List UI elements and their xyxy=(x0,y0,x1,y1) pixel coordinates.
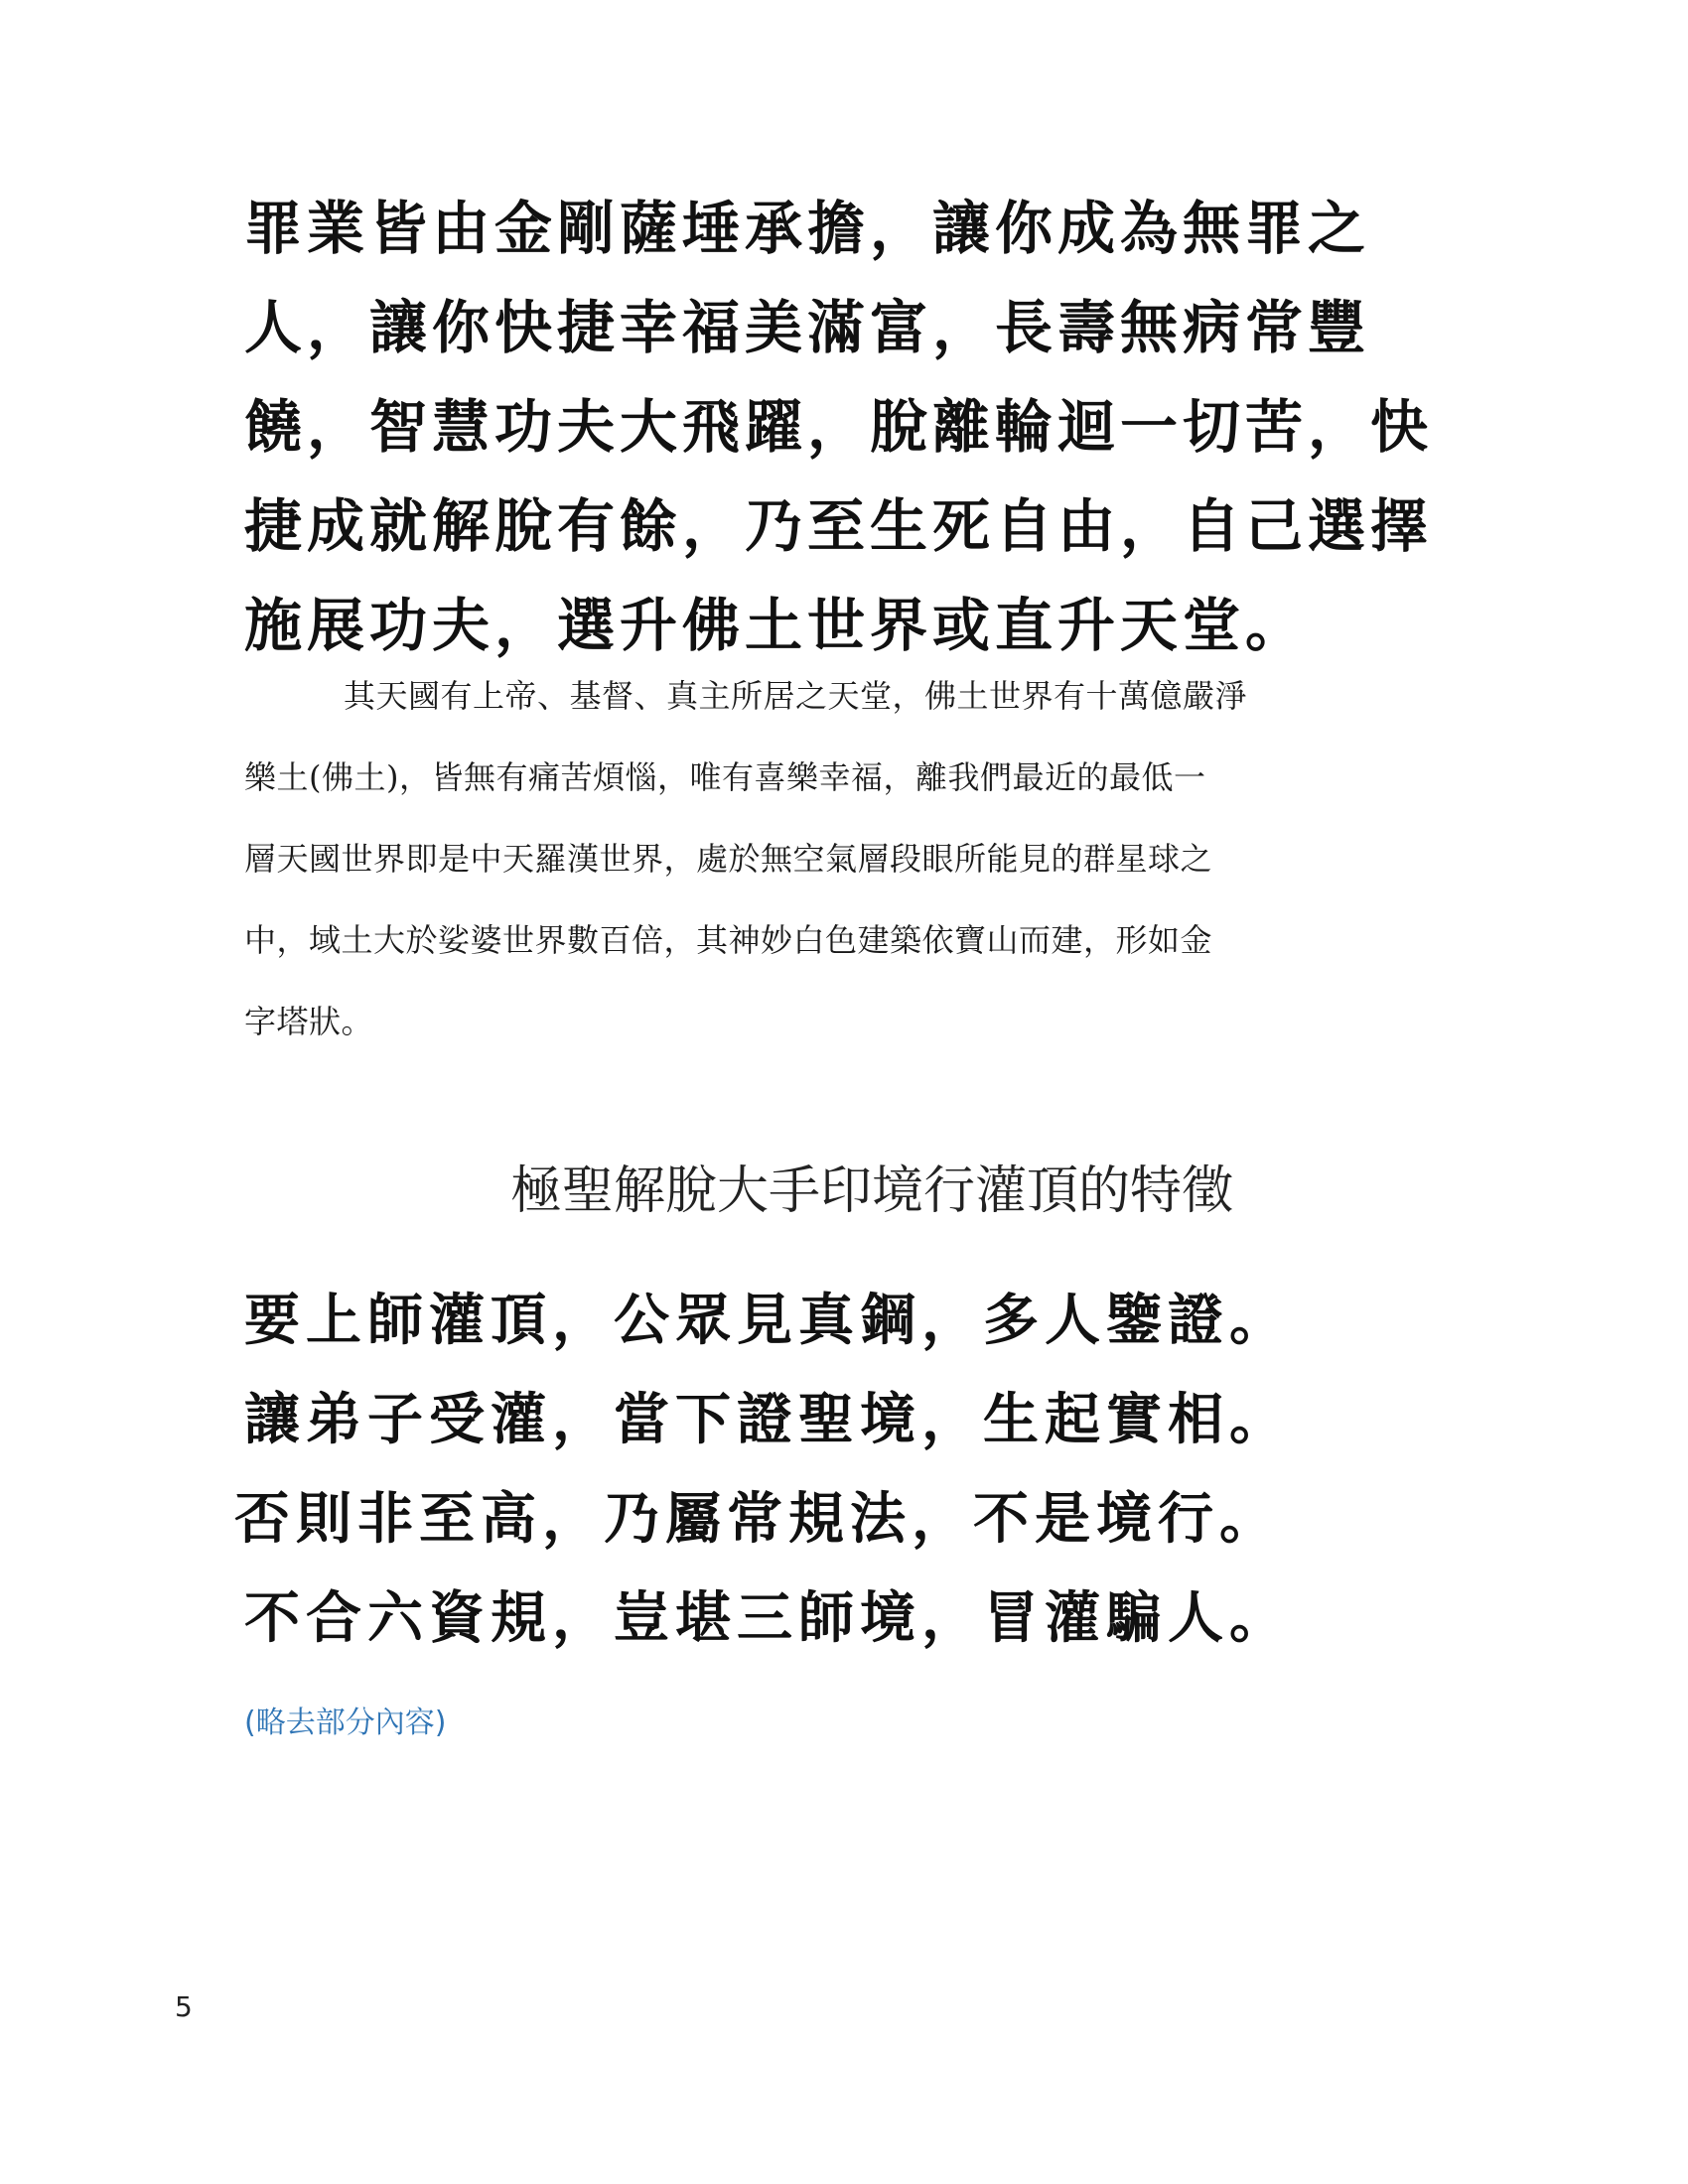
paragraph-line: 罪業皆由金剛薩埵承擔，讓你成為無罪之 xyxy=(244,195,1371,262)
verse-line: 不合六資規，豈堪三師境，冒灌騙人。 xyxy=(244,1585,1291,1651)
paragraph-line: 中，域土大於娑婆世界數百倍，其神妙白色建築依寶山而建，形如金 xyxy=(244,921,1213,959)
verse-line: 讓弟子受灌，當下證聖境，生起實相。 xyxy=(244,1387,1291,1452)
verse-block xyxy=(234,1271,1499,1668)
paragraph-line: 字塔狀。 xyxy=(244,1003,374,1040)
paragraph-line: 層天國世界即是中天羅漢世界，處於無空氣層段眼所能見的群星球之 xyxy=(244,840,1213,878)
section-heading: 極聖解脫大手印境行灌頂的特徵 xyxy=(509,1161,1233,1221)
paragraph-line: 施展功夫，選升佛土世界或直升天堂。 xyxy=(244,592,1309,659)
bold-paragraph xyxy=(244,179,1499,675)
paragraph-line: 人，讓你快捷幸福美滿富，長壽無病常豐 xyxy=(244,294,1371,361)
paragraph-line: 饒，智慧功夫大飛躍，脫離輪迴一切苦，快 xyxy=(244,393,1434,461)
omitted-content-note: (略去部分內容) xyxy=(244,1706,447,1740)
description-paragraph xyxy=(244,655,1499,1062)
paragraph-line: 捷成就解脫有餘，乃至生死自由，自己選擇 xyxy=(244,492,1434,560)
verse-line: 要上師灌頂，公眾見真鋼，多人鑒證。 xyxy=(244,1288,1291,1353)
paragraph-line: 樂土(佛土)，皆無有痛苦煩惱，唯有喜樂幸福，離我們最近的最低一 xyxy=(244,758,1206,796)
page-number: 5 xyxy=(175,1990,193,2023)
verse-line: 否則非至高，乃屬常規法，不是境行。 xyxy=(234,1486,1281,1552)
paragraph-line: 其天國有上帝、基督、真主所居之天堂，佛土世界有十萬億嚴淨 xyxy=(344,677,1248,715)
